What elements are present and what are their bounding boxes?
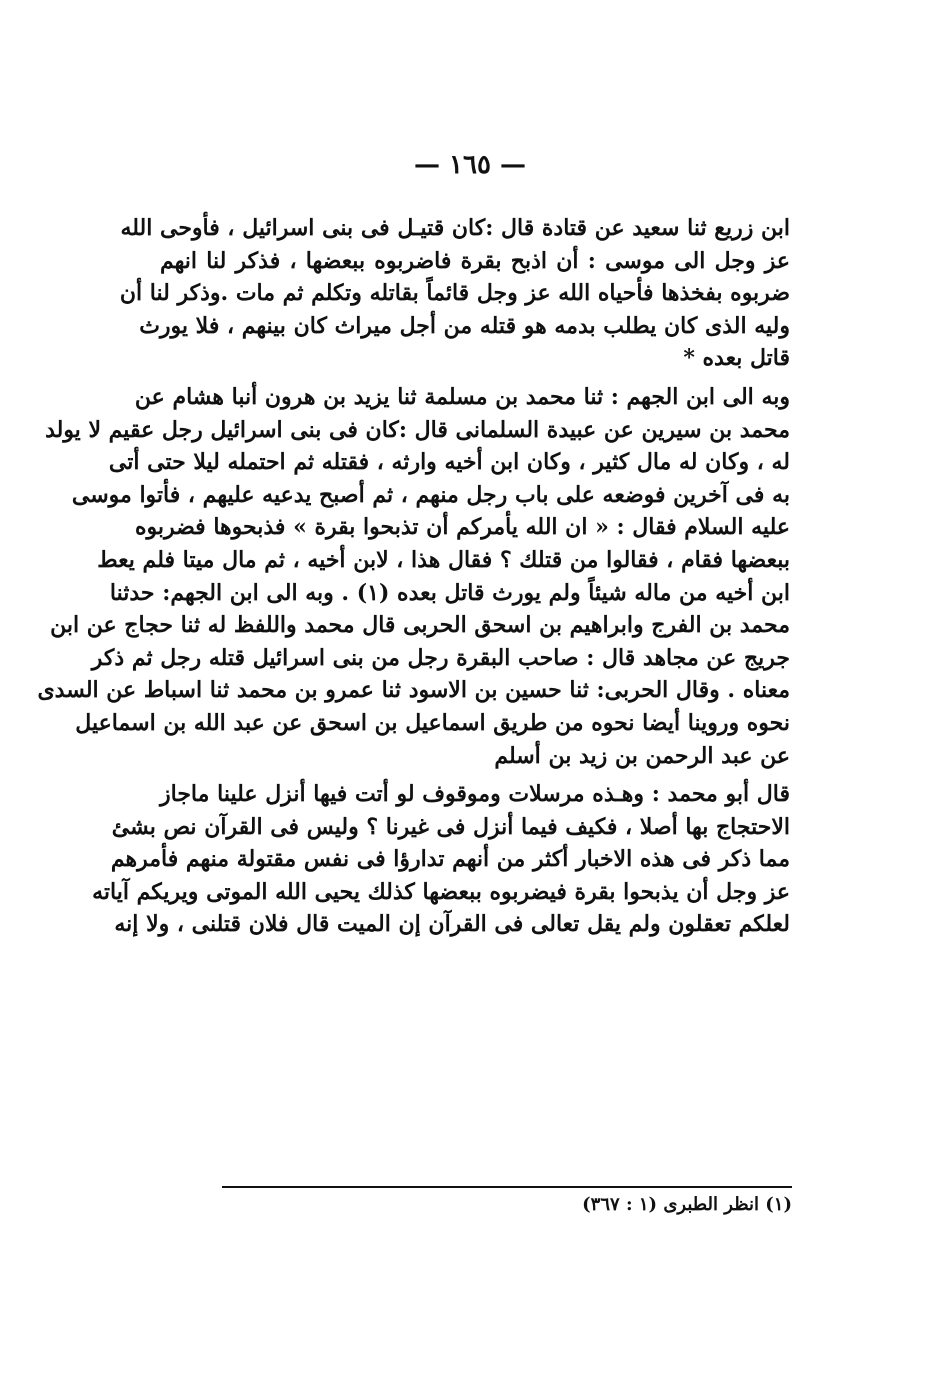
footnote-divider bbox=[222, 1186, 792, 1188]
text-line: وبه الى ابن الجهم : ثنا محمد بن مسلمة ثنا يزيد بن هرون أنبا هشام عن bbox=[134, 383, 790, 410]
text-line: محمد بن الفرج وابراهيم بن اسحق الحربى قال محمد واللفظ له ثنا حجاج عن ابن bbox=[50, 612, 790, 639]
paragraph-2 bbox=[37, 381, 790, 772]
text-line: عن عبد الرحمن بن زيد بن أسلم bbox=[494, 742, 790, 769]
text-line: محمد بن سيرين عن عبيدة السلمانى قال :كان فى بنى اسرائيل رجل عقيم لا يولد bbox=[45, 416, 790, 443]
text-line: الاحتجاج بها أصلا ، فكيف فيما أنزل فى غيرنا ؟ وليس فى القرآن نص بشئ bbox=[111, 813, 790, 840]
text-line: قال أبو محمد : وهـذه مرسلات وموقوف لو أتت فيها أنزل علينا ماجاز bbox=[160, 781, 790, 808]
text-line: نحوه وروينا أيضا نحوه من طريق اسماعيل بن اسحق عن عبد الله بن اسماعيل bbox=[75, 709, 790, 736]
page-number: — ١٦٥ — bbox=[413, 150, 527, 180]
text-line: ابن أخيه من ماله شيئاً ولم يورث قاتل بعده (١) . وبه الى ابن الجهم: حدثنا bbox=[109, 579, 790, 606]
text-line: عز وجل الى موسى : أن اذبح بقرة فاضربوه ببعضها ، فذكر لنا انهم bbox=[160, 247, 790, 274]
text-line: لعلكم تعقلون ولم يقل تعالى فى القرآن إن الميت قال فلان قتلنى ، ولا إنه bbox=[114, 911, 790, 938]
main-text bbox=[37, 212, 790, 947]
paragraph-3 bbox=[92, 778, 790, 941]
footnote: (١) انظر الطبرى (١ : ٣٦٧) bbox=[582, 1194, 792, 1215]
text-line: جريج عن مجاهد قال : صاحب البقرة رجل من بنى اسرائيل قتله رجل ثم ذكر bbox=[91, 644, 790, 671]
paragraph-1 bbox=[119, 212, 790, 375]
text-line: قاتل بعده * bbox=[683, 345, 790, 372]
text-line: عليه السلام فقال : « ان الله يأمركم أن تذبحوا بقرة » فذبحوها فضربوه bbox=[134, 514, 790, 541]
text-line: به فى آخرين فوضعه على باب رجل منهم ، ثم أصبح يدعيه عليهم ، فأتوا موسى bbox=[71, 481, 790, 508]
text-line: ضربوه بفخذها فأحياه الله عز وجل قائماً بقاتله وتكلم ثم مات .وذكر لنا أن bbox=[119, 280, 790, 307]
text-line: له ، وكان له مال كثير ، وكان ابن أخيه وارثه ، فقتله ثم احتمله ليلا حتى أتى bbox=[108, 449, 790, 476]
text-line: ابن زريع ثنا سعيد عن قتادة قال :كان قتيـل فى بنى اسرائيل ، فأوحى الله bbox=[120, 215, 790, 241]
text-line: وليه الذى كان يطلب بدمه هو قتله من أجل ميراث كان بينهم ، فلا يورث bbox=[139, 312, 790, 339]
text-line: ببعضها فقام ، فقالوا من قتلك ؟ فقال هذا ، لابن أخيه ، ثم مال ميتا فلم يعط bbox=[97, 546, 790, 573]
text-line: معناه . وقال الحربى: ثنا حسين بن الاسود ثنا عمرو بن محمد ثنا اسباط عن السدى bbox=[37, 677, 790, 704]
text-line: عز وجل أن يذبحوا بقرة فيضربوه ببعضها كذلك يحيى الله الموتى ويريكم آياته bbox=[92, 878, 790, 905]
text-line: مما ذكر فى هذه الاخبار أكثر من أنهم تدارؤا فى نفس مقتولة منهم فأمرهم bbox=[110, 846, 790, 873]
